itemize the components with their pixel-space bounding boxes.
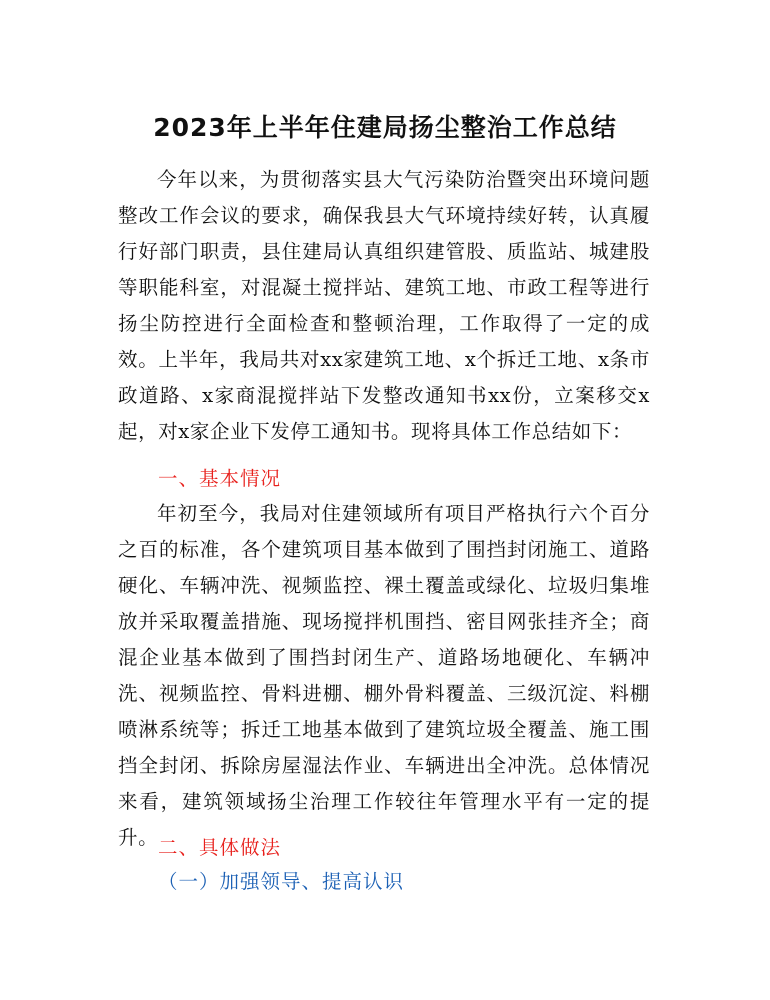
section-heading-specific-practices: 二、具体做法 xyxy=(158,836,282,859)
section-heading-basic-situation: 一、基本情况 xyxy=(158,467,282,490)
basic-situation-paragraph: 年初至今，我局对住建领域所有项目严格执行六个百分之百的标准，各个建筑项目基本做到了围挡封闭施工、道路硬化、车辆冲洗、视频监控、裸土覆盖或绿化、垃圾归集堆放并采取覆盖措施、现场搅拌机围挡、密目网张挂齐全；商混企业基本做到了围挡封闭生产、道路场地硬化、车辆冲洗、视频监控、骨料进棚、棚外骨料覆盖、三级沉淀、料棚喷淋系统等；拆迁工地基本做到了建筑垃圾全覆盖、施工围挡全封闭、拆除房屋湿法作业、车辆进出全冲洗。总体情况来看，建筑领域扬尘治理工作较往年管理水平有一定的提升。 xyxy=(118,502,650,849)
subsection-heading-leadership: （一）加强领导、提高认识 xyxy=(158,870,405,893)
document-title: 2023年上半年住建局扬尘整治工作总结 xyxy=(153,113,617,142)
intro-paragraph: 今年以来，为贯彻落实县大气污染防治暨突出环境问题整改工作会议的要求，确保我县大气环境持续好转，认真履行好部门职责，县住建局认真组织建管股、质监站、城建股等职能科室，对混凝土搅拌站、建筑工地、市政工程等进行扬尘防控进行全面检查和整顿治理，工作取得了一定的成效。上半年，我局共对xx家建筑工地、x个拆迁工地、x条市政道路、x家商混搅拌站下发整改通知书xx份，立案移交x起，对x家企业下发停工通知书。现将具体工作总结如下： xyxy=(118,168,650,443)
